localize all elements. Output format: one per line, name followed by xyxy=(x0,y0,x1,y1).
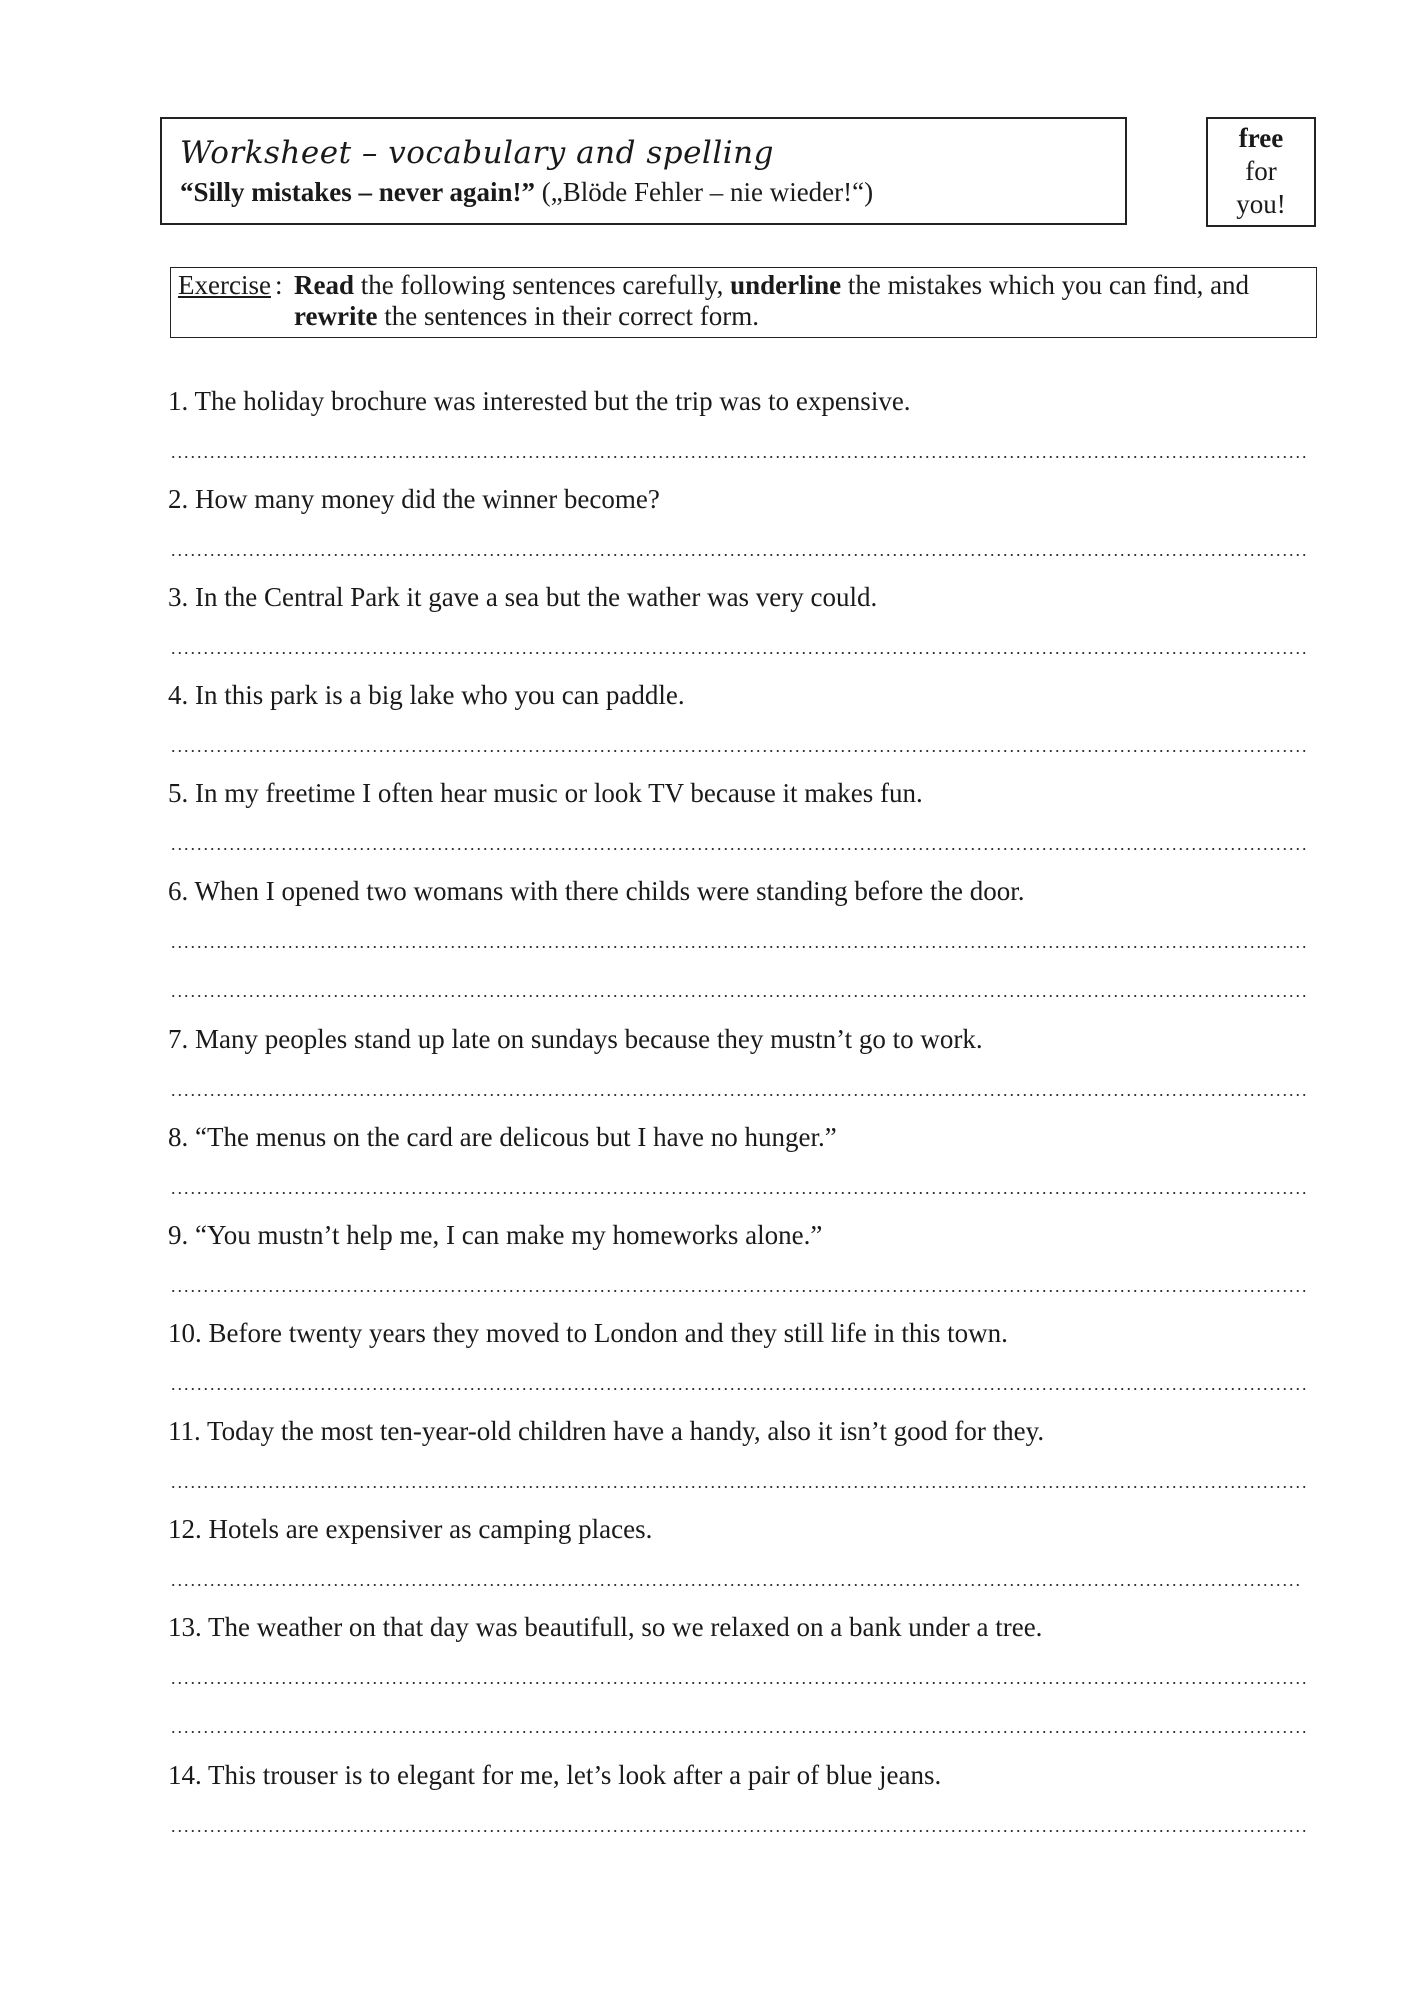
keyword-underline: underline xyxy=(730,270,842,300)
sentence-12: 12. Hotels are expensiver as camping places. xyxy=(168,1514,653,1544)
worksheet-header xyxy=(160,117,1127,225)
keyword-rewrite: rewrite xyxy=(294,301,378,331)
sentence-11: 11. Today the most ten-year-old children have a handy, also it isn’t good for they. xyxy=(168,1416,1045,1446)
answer-line-10[interactable] xyxy=(170,1387,1308,1391)
sentence-8: 8. “The menus on the card are delicous but I have no hunger.” xyxy=(168,1122,837,1152)
answer-line-5[interactable] xyxy=(170,847,1308,851)
sentence-7: 7. Many peoples stand up late on sundays because they mustn’t go to work. xyxy=(168,1024,983,1054)
subtitle-rest: („Blöde Fehler – nie wieder!“) xyxy=(535,177,874,207)
worksheet-title: Worksheet – vocabulary and spelling xyxy=(180,135,774,171)
worksheet-subtitle xyxy=(180,177,873,208)
sentence-10: 10. Before twenty years they moved to London and they still life in this town. xyxy=(168,1318,1008,1348)
sentence-13: 13. The weather on that day was beautifull, so we relaxed on a bank under a tree. xyxy=(168,1612,1043,1642)
exercise-label: Exercise xyxy=(178,270,271,300)
answer-line-14[interactable] xyxy=(170,1829,1308,1833)
sentence-9: 9. “You mustn’t help me, I can make my homeworks alone.” xyxy=(168,1220,823,1250)
answer-line-13a[interactable] xyxy=(170,1681,1308,1685)
answer-line-2[interactable] xyxy=(170,553,1308,557)
answer-line-8[interactable] xyxy=(170,1191,1308,1195)
sentence-1: 1. The holiday brochure was interested but the trip was to expensive. xyxy=(168,386,911,416)
sentence-14: 14. This trouser is to elegant for me, let’s look after a pair of blue jeans. xyxy=(168,1760,942,1790)
sentence-3: 3. In the Central Park it gave a sea but the wather was very could. xyxy=(168,582,878,612)
answer-line-13b[interactable] xyxy=(170,1730,1308,1734)
answer-line-7[interactable] xyxy=(170,1093,1308,1097)
answer-line-9[interactable] xyxy=(170,1289,1308,1293)
keyword-read: Read xyxy=(294,270,354,300)
badge-line-1: free xyxy=(1238,123,1284,153)
free-badge xyxy=(1206,117,1316,227)
sentence-6: 6. When I opened two womans with there childs were standing before the door. xyxy=(168,876,1025,906)
sentence-2: 2. How many money did the winner become? xyxy=(168,484,660,514)
exercise-text: Read the following sentences carefully, underline the mistakes which you can find, and rewrite the sentences in their correct form. xyxy=(294,270,1250,331)
badge-line-3: you! xyxy=(1236,189,1286,219)
answer-line-6b[interactable] xyxy=(170,994,1308,998)
sentence-5: 5. In my freetime I often hear music or look TV because it makes fun. xyxy=(168,778,923,808)
sentence-4: 4. In this park is a big lake who you can paddle. xyxy=(168,680,685,710)
answer-line-11[interactable] xyxy=(170,1485,1308,1489)
answer-line-6a[interactable] xyxy=(170,945,1308,949)
badge-line-2: for xyxy=(1245,156,1277,186)
exercise-colon: : xyxy=(275,270,283,300)
answer-line-1[interactable] xyxy=(170,455,1308,459)
subtitle-bold: “Silly mistakes – never again!” xyxy=(180,177,536,207)
answer-line-12[interactable] xyxy=(170,1583,1300,1587)
answer-line-4[interactable] xyxy=(170,749,1308,753)
answer-line-3[interactable] xyxy=(170,651,1308,655)
exercise-instructions xyxy=(170,267,1317,338)
